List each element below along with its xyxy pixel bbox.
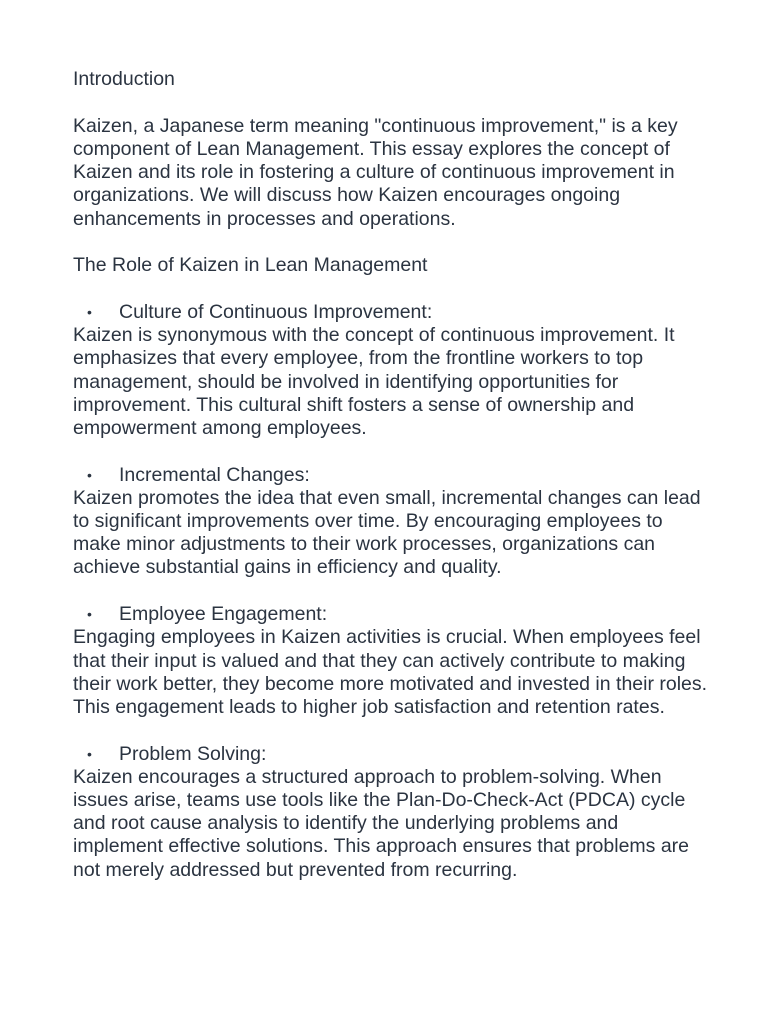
bullet-item-body: Kaizen is synonymous with the concept of continuous improvement. It emphasizes that every employee, from the frontline workers to top management, should be involved in identifying opportunities for improvement. This cultural shift fosters a sense of ownership and empowerment among employees. (73, 324, 675, 439)
bullet-item-body: Kaizen encourages a structured approach to problem-solving. When issues arise, teams use tools like the Plan-Do-Check-Act (PDCA) cycle and root cause analysis to identify the underlying problems and implement effective solutions. This approach ensures that problems are not merely addressed but prevented from recurring. (73, 765, 690, 881)
section-heading: The Role of Kaizen in Lean Management (73, 254, 428, 277)
document-page (73, 68, 713, 882)
intro-heading: Introduction (73, 68, 175, 90)
bullet-icon: • (87, 303, 92, 320)
bullet-item-title (73, 603, 713, 626)
spacer (73, 277, 713, 301)
bullet-title-text: Problem Solving: (119, 742, 267, 765)
spacer (73, 719, 713, 743)
bullet-title-text: Employee Engagement: (119, 603, 328, 626)
bullet-title-text: Culture of Continuous Improvement: (119, 300, 433, 323)
intro-paragraph: Kaizen, a Japanese term meaning "continuous improvement," is a key component of Lean Management. This essay explores the concept of Kaizen and its role in fostering a culture of continuous improvement in organizations. We will discuss how Kaizen encourages ongoing enhancements in processes and operations. (73, 114, 678, 230)
bullet-item-title (73, 301, 713, 324)
bullet-item-body: Engaging employees in Kaizen activities is crucial. When employees feel that their input is valued and that they can actively contribute to making their work better, they become more motivated and invested in their roles. This engagement leads to higher job satisfaction and retention rates. (73, 626, 708, 718)
spacer (73, 580, 713, 604)
spacer (73, 91, 713, 115)
bullet-icon: • (87, 466, 92, 483)
bullet-icon: • (87, 745, 92, 762)
bullet-item-title (73, 743, 713, 766)
bullet-item-body: Kaizen promotes the idea that even small, incremental changes can lead to significant improvements over time. By encouraging employees to make minor adjustments to their work processes, organizations can achieve substantial gains in efficiency and quality. (73, 486, 701, 579)
bullet-icon: • (87, 606, 92, 623)
spacer (73, 231, 713, 255)
spacer (73, 440, 713, 464)
bullet-item-title (73, 464, 713, 487)
bullet-title-text: Incremental Changes: (119, 463, 310, 486)
